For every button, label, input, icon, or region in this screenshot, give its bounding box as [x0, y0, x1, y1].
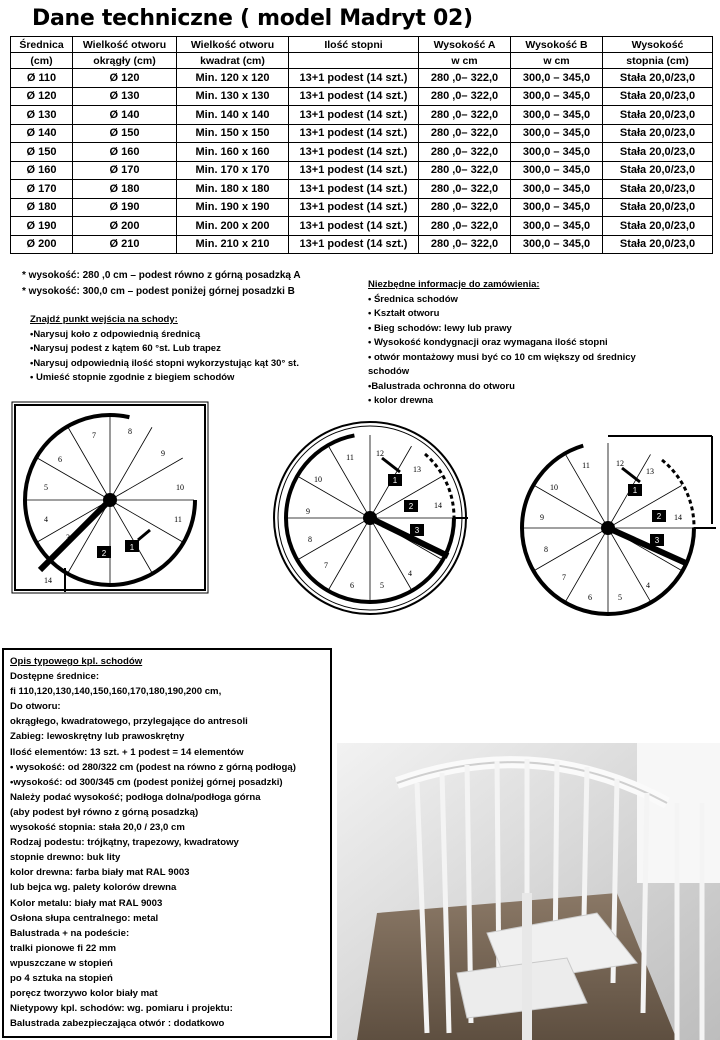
table-cell: Ø 200 [11, 235, 73, 254]
th-square-unit: kwadrat (cm) [177, 53, 289, 69]
table-cell: Min. 160 x 160 [177, 143, 289, 162]
th-round: Wielkość otworu [73, 37, 177, 53]
table-cell: Min. 170 x 170 [177, 161, 289, 180]
how-item: •Narysuj koło z odpowiednią średnicą [30, 328, 201, 340]
description-line: Do otworu: [10, 701, 61, 713]
step-divider [534, 486, 608, 529]
table-cell: 280 ,0– 322,0 [419, 180, 511, 199]
description-line: fi 110,120,130,140,150,160,170,180,190,200 cm, [10, 686, 222, 698]
th-diameter-unit: (cm) [11, 53, 73, 69]
step-divider [110, 500, 152, 573]
description-line: po 4 sztuka na stopień [10, 972, 113, 984]
how-item: •Narysuj podest z kątem 60 °st. Lub trapez [30, 343, 221, 354]
step-label: 11 [346, 453, 354, 462]
table-row [11, 161, 713, 180]
table-cell: Ø 180 [11, 198, 73, 217]
step-label: 7 [324, 561, 328, 570]
step-label: 8 [128, 427, 132, 436]
step-label: 8 [544, 545, 548, 554]
table-cell: 300,0 – 345,0 [511, 106, 603, 125]
step-label: 13 [413, 465, 421, 474]
table-cell: 280 ,0– 322,0 [419, 198, 511, 217]
table-cell: Ø 170 [11, 180, 73, 199]
step-label: 10 [176, 483, 184, 492]
step-label: 3 [66, 533, 70, 542]
step-label: 12 [376, 449, 384, 458]
table-cell: Stała 20,0/23,0 [603, 180, 713, 199]
step-label: 9 [306, 507, 310, 516]
table-row [11, 217, 713, 236]
table-cell: 300,0 – 345,0 [511, 87, 603, 106]
step-label: 9 [161, 449, 165, 458]
table-row [11, 69, 713, 88]
description-line: wpuszczane w stopień [10, 957, 113, 969]
step-label: 14 [674, 513, 682, 522]
table-cell: 300,0 – 345,0 [511, 69, 603, 88]
description-line: Należy podać wysokość; podłoga dolna/podłoga górna [10, 791, 261, 803]
step-label: 7 [92, 431, 96, 440]
order-item: • Średnica schodów [368, 293, 458, 305]
table-cell: 280 ,0– 322,0 [419, 106, 511, 125]
table-cell: 300,0 – 345,0 [511, 180, 603, 199]
table-cell: Ø 130 [73, 87, 177, 106]
header-row-1 [11, 37, 713, 53]
table-cell: Ø 200 [73, 217, 177, 236]
table-cell: 13+1 podest (14 szt.) [289, 235, 419, 254]
step-label: 14 [44, 576, 52, 585]
step-label: 1 [129, 543, 135, 552]
header-row-2 [11, 53, 713, 69]
table-cell: 13+1 podest (14 szt.) [289, 124, 419, 143]
description-box [2, 648, 332, 1038]
table-cell: 13+1 podest (14 szt.) [289, 87, 419, 106]
table-cell: 13+1 podest (14 szt.) [289, 106, 419, 125]
table-row [11, 143, 713, 162]
table-cell: Ø 120 [73, 69, 177, 88]
step-label: 14 [434, 501, 442, 510]
description-line: (aby podest był równo z górną posadzką) [10, 806, 199, 818]
order-item: •Balustrada ochronna do otworu [368, 380, 515, 392]
table-row [11, 124, 713, 143]
table-cell: Min. 150 x 150 [177, 124, 289, 143]
step-label: 10 [314, 475, 322, 484]
table-cell: 13+1 podest (14 szt.) [289, 198, 419, 217]
step-label: 4 [44, 515, 48, 524]
order-item: • otwór montażowy musi być co 10 cm większy od średnicy [368, 351, 636, 363]
th-step-height-unit: stopnia (cm) [603, 53, 713, 69]
table-cell: 13+1 podest (14 szt.) [289, 143, 419, 162]
table-cell: Ø 150 [73, 124, 177, 143]
table-row [11, 106, 713, 125]
spec-table [10, 36, 713, 254]
description-line: lub bejca wg. palety kolorów drewna [10, 882, 177, 894]
step-label: 11 [174, 515, 182, 524]
note-b: * wysokość: 300,0 cm – podest poniżej górnej posadzki B [22, 286, 295, 297]
step-label: 3 [654, 536, 660, 545]
step-divider [608, 486, 682, 529]
order-item: schodów [368, 366, 410, 377]
step-label: 9 [540, 513, 544, 522]
how-item: •Narysuj odpowiednią ilość stopni wykorzystując kąt 30° st. [30, 357, 299, 369]
order-heading: Niezbędne informacje do zamówienia: [368, 279, 540, 290]
description-heading: Opis typowego kpl. schodów [10, 656, 143, 667]
stair-diagram-round [270, 418, 470, 618]
table-cell: Stała 20,0/23,0 [603, 106, 713, 125]
table-cell: Stała 20,0/23,0 [603, 69, 713, 88]
description-line: • wysokość: od 280/322 cm (podest na równo z górną podłogą) [10, 761, 296, 773]
table-cell: Stała 20,0/23,0 [603, 143, 713, 162]
step-label: 3 [414, 526, 420, 535]
table-cell: Min. 210 x 210 [177, 235, 289, 254]
th-height-a-unit: w cm [419, 53, 511, 69]
order-item: • Kształt otworu [368, 308, 440, 319]
table-cell: Stała 20,0/23,0 [603, 235, 713, 254]
entry-point-instructions [30, 313, 299, 386]
th-step-height: Wysokość [603, 37, 713, 53]
table-cell: Ø 160 [73, 143, 177, 162]
table-cell: Ø 190 [73, 198, 177, 217]
th-steps-unit [289, 53, 419, 69]
step-label: 6 [588, 593, 592, 602]
table-cell: Ø 110 [11, 69, 73, 88]
table-cell: 280 ,0– 322,0 [419, 124, 511, 143]
step-label: 6 [58, 455, 62, 464]
step-label: 2 [101, 549, 107, 558]
how-heading: Znajdź punkt wejścia na schody: [30, 314, 178, 325]
table-cell: Ø 190 [11, 217, 73, 236]
description-line: Nietypowy kpl. schodów: wg. pomiaru i projektu: [10, 1003, 233, 1015]
description-lines [10, 669, 324, 1031]
table-cell: 280 ,0– 322,0 [419, 161, 511, 180]
table-row [11, 198, 713, 217]
order-info [368, 278, 668, 409]
description-line: stopnie drewno: buk lity [10, 852, 121, 864]
table-cell: Min. 130 x 130 [177, 87, 289, 106]
description-line: tralki pionowe fi 22 mm [10, 942, 117, 954]
description-line: okrągłego, kwadratowego, przylegające do antresoli [10, 716, 248, 728]
th-height-b: Wysokość B [511, 37, 603, 53]
table-cell: 13+1 podest (14 szt.) [289, 69, 419, 88]
table-cell: 300,0 – 345,0 [511, 235, 603, 254]
table-cell: Ø 170 [73, 161, 177, 180]
step-divider [566, 528, 609, 602]
step-label: 5 [618, 593, 622, 602]
th-height-a: Wysokość A [419, 37, 511, 53]
step-label: 11 [582, 461, 590, 470]
spec-table-body [11, 69, 713, 254]
step-label: 1 [392, 476, 398, 485]
table-row [11, 180, 713, 199]
description-line: Dostępne średnice: [10, 671, 100, 683]
table-cell: Stała 20,0/23,0 [603, 217, 713, 236]
how-item: • Umieść stopnie zgodnie z biegiem schodów [30, 372, 235, 383]
table-cell: Min. 140 x 140 [177, 106, 289, 125]
step-divider [37, 458, 110, 500]
step-divider [329, 518, 371, 590]
table-cell: 300,0 – 345,0 [511, 198, 603, 217]
table-cell: Ø 160 [11, 161, 73, 180]
table-cell: 300,0 – 345,0 [511, 217, 603, 236]
table-cell: 300,0 – 345,0 [511, 143, 603, 162]
step-label: 5 [44, 483, 48, 492]
table-cell: 300,0 – 345,0 [511, 124, 603, 143]
step-label: 2 [408, 502, 414, 511]
th-square: Wielkość otworu [177, 37, 289, 53]
table-cell: Min. 180 x 180 [177, 180, 289, 199]
description-line: Zabieg: lewoskrętny lub prawoskrętny [10, 731, 185, 743]
table-cell: Ø 180 [73, 180, 177, 199]
stair-diagram-square [10, 400, 210, 600]
step-label: 5 [380, 581, 384, 590]
step-divider [110, 458, 183, 500]
step-label: 12 [616, 459, 624, 468]
step-label: 8 [308, 535, 312, 544]
order-item: • kolor drewna [368, 395, 434, 406]
page-title: Dane techniczne ( model Madryt 02) [32, 6, 473, 31]
description-line: Balustrada zabezpieczająca otwór : dodatkowo [10, 1018, 225, 1030]
order-item: • Wysokość kondygnacji oraz wymagana ilość stopni [368, 337, 608, 348]
table-cell: 13+1 podest (14 szt.) [289, 161, 419, 180]
height-notes [22, 268, 301, 300]
table-cell: Ø 150 [11, 143, 73, 162]
table-cell: Ø 140 [73, 106, 177, 125]
step-divider [68, 427, 110, 500]
step-label: 2 [656, 512, 662, 521]
stair-diagram-mezzanine [512, 428, 718, 623]
description-line: wysokość stopnia: stała 20,0 / 23,0 cm [10, 822, 185, 834]
table-cell: 13+1 podest (14 szt.) [289, 180, 419, 199]
table-cell: Ø 140 [11, 124, 73, 143]
description-line: Ilość elementów: 13 szt. + 1 podest = 14 elementów [10, 746, 244, 758]
th-round-unit: okrągły (cm) [73, 53, 177, 69]
description-line: Osłona słupa centralnego: metal [10, 912, 159, 924]
table-cell: Min. 120 x 120 [177, 69, 289, 88]
description-line: •wysokość: od 300/345 cm (podest poniżej górnej posadzki) [10, 776, 283, 788]
step-label: 10 [550, 483, 558, 492]
table-cell: 300,0 – 345,0 [511, 161, 603, 180]
table-cell: 280 ,0– 322,0 [419, 235, 511, 254]
table-cell: Stała 20,0/23,0 [603, 198, 713, 217]
step-divider [110, 427, 152, 500]
th-diameter: Średnica [11, 37, 73, 53]
note-a: * wysokość: 280 ,0 cm – podest równo z górną posadzką A [22, 270, 301, 281]
step-label: 4 [646, 581, 650, 590]
table-cell: Min. 190 x 190 [177, 198, 289, 217]
description-line: Balustrada + na podeście: [10, 927, 130, 939]
table-row [11, 87, 713, 106]
description-line: kolor drewna: farba biały mat RAL 9003 [10, 867, 190, 879]
step-label: 4 [408, 569, 412, 578]
table-cell: 280 ,0– 322,0 [419, 87, 511, 106]
table-cell: Stała 20,0/23,0 [603, 124, 713, 143]
table-cell: 280 ,0– 322,0 [419, 143, 511, 162]
description-line: Rodzaj podestu: trójkątny, trapezowy, kwadratowy [10, 837, 239, 849]
step-label: 13 [646, 467, 654, 476]
table-cell: Ø 210 [73, 235, 177, 254]
th-steps: Ilość stopni [289, 37, 419, 53]
table-cell: Stała 20,0/23,0 [603, 161, 713, 180]
table-cell: Ø 130 [11, 106, 73, 125]
table-cell: 280 ,0– 322,0 [419, 217, 511, 236]
table-cell: Stała 20,0/23,0 [603, 87, 713, 106]
table-cell: 280 ,0– 322,0 [419, 69, 511, 88]
stair-photo [337, 743, 720, 1040]
description-line: Kolor metalu: biały mat RAL 9003 [10, 897, 163, 909]
description-line: poręcz tworzywo kolor biały mat [10, 988, 158, 1000]
step-divider [110, 500, 183, 542]
th-height-b-unit: w cm [511, 53, 603, 69]
step-label: 1 [632, 486, 638, 495]
table-cell: Ø 120 [11, 87, 73, 106]
table-cell: 13+1 podest (14 szt.) [289, 217, 419, 236]
step-label: 6 [350, 581, 354, 590]
table-row [11, 235, 713, 254]
step-label: 7 [562, 573, 566, 582]
table-cell: Min. 200 x 200 [177, 217, 289, 236]
order-item: • Bieg schodów: lewy lub prawy [368, 322, 512, 334]
